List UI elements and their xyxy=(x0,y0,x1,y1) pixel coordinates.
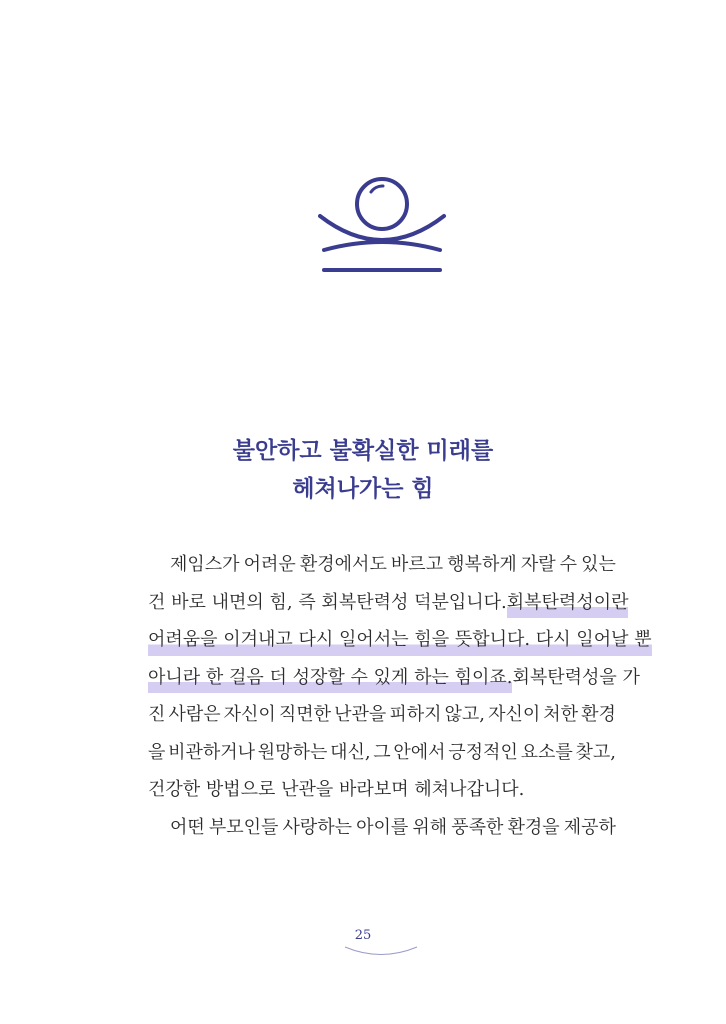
word: 바르고 xyxy=(390,554,444,575)
word: 피하지 xyxy=(389,704,442,725)
page-number: 25 xyxy=(354,928,372,943)
word: 긍정적인 xyxy=(448,741,518,763)
body-line-5 xyxy=(148,696,616,734)
highlighted-text: 어려움을 이겨내고 다시 일어서는 힘을 뜻합니다. 다시 일어날 뿐 xyxy=(148,621,652,659)
sun-rising-over-waves-icon xyxy=(318,172,448,276)
word: 자신이 xyxy=(223,704,276,725)
word: 부모인들 xyxy=(208,816,279,838)
word: 환경에서도 xyxy=(299,554,387,575)
word: 사랑하는 xyxy=(282,816,353,838)
body-line-8 xyxy=(148,809,616,847)
word: 자랄 xyxy=(520,554,556,575)
body-line-2 xyxy=(148,584,629,622)
word: 처한 xyxy=(543,704,579,725)
word: 풍족한 xyxy=(451,816,504,838)
chapter-title xyxy=(0,432,726,508)
plain-text: 건 바로 내면의 힘, 즉 회복탄력성 덕분입니다. xyxy=(148,591,507,613)
plain-text: 건강한 방법으로 난관을 바라보며 헤쳐나갑니다. xyxy=(148,779,525,800)
word: 진 xyxy=(148,704,166,725)
word: 사람은 xyxy=(168,704,221,725)
word: 아이를 xyxy=(356,816,409,838)
word: 어려운 xyxy=(243,554,296,575)
word: 자신이 xyxy=(488,704,541,725)
chapter-title-line-2: 헤쳐나가는 힘 xyxy=(292,476,434,502)
word: 있는 xyxy=(581,554,616,575)
chapter-title-line-1: 불안하고 불확실한 미래를 xyxy=(232,438,494,464)
word: 제임스가 xyxy=(170,554,240,575)
body-line-4 xyxy=(148,659,640,697)
word: 대신, xyxy=(330,741,371,763)
body-paragraphs xyxy=(148,546,652,846)
word: 어떤 xyxy=(170,816,205,838)
page-number-ornament xyxy=(343,944,419,958)
body-line-3 xyxy=(148,621,652,659)
word: 위해 xyxy=(412,816,448,838)
word: 찾고, xyxy=(575,741,616,763)
highlighted-text: 아니라 한 걸음 더 성장할 수 있게 하는 힘이죠. xyxy=(148,659,512,697)
body-line-1 xyxy=(148,546,616,584)
word: 원망하는 xyxy=(257,741,328,763)
highlighted-text: 회복탄력성이란 xyxy=(507,584,629,622)
word: 행복하게 xyxy=(447,554,517,575)
word: 직면한 xyxy=(278,704,332,725)
word: 을 xyxy=(148,741,166,763)
word: 비관하거나 xyxy=(168,741,256,763)
word: 환경 xyxy=(581,704,616,725)
word: 제공하 xyxy=(563,816,616,838)
word: 않고, xyxy=(444,704,486,725)
plain-text: 회복탄력성을 가 xyxy=(512,666,640,688)
body-line-6 xyxy=(148,734,616,772)
word: 환경을 xyxy=(507,816,560,838)
body-line-7 xyxy=(148,771,616,809)
word: 요소를 xyxy=(520,741,573,763)
word: 난관을 xyxy=(334,704,387,725)
word: 수 xyxy=(559,554,578,575)
word: 안에서 xyxy=(393,741,446,763)
word: 그 xyxy=(373,741,391,763)
